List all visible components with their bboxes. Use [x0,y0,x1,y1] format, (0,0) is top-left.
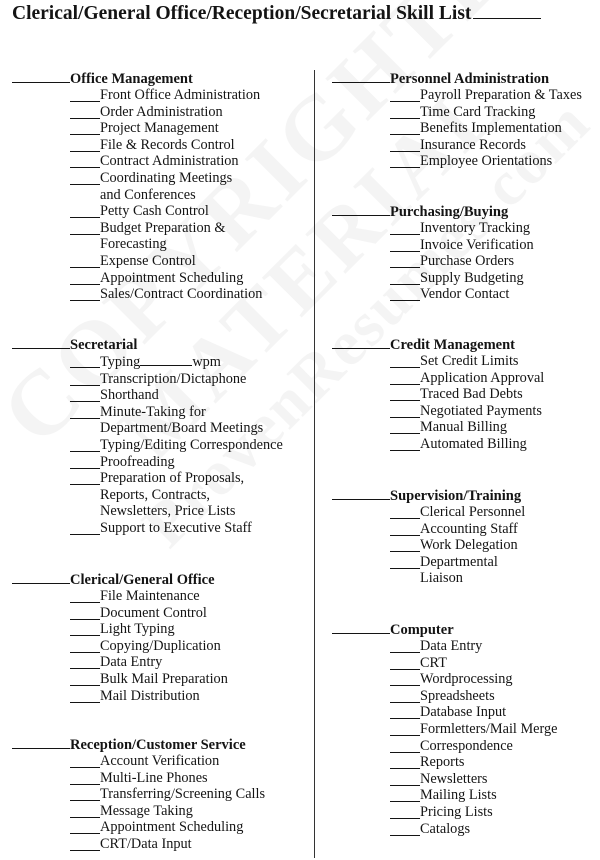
skill-item [332,671,558,688]
skill-label-text: Copying/Duplication [100,637,221,654]
skill-item [332,537,525,554]
skill-check-line[interactable] [70,654,100,669]
skill-check-line[interactable] [70,104,100,119]
skill-label-text: Payroll Preparation & Taxes [420,87,582,103]
skill-label-text: Budget Preparation & [100,219,226,236]
skill-item [332,253,534,270]
skill-label-text: Multi-Line Phones [100,769,208,786]
skill-item [12,87,262,104]
skill-label-text: Benefits Implementation [420,120,562,137]
skill-item [332,721,558,738]
skill-check-line[interactable] [70,605,100,620]
section-reception-customer-service [12,736,265,853]
wpm-blank-line[interactable] [140,353,192,366]
skill-label-text: CRT [420,654,447,671]
skill-label-text: Traced Bad Debts [420,386,523,403]
skill-item [12,621,228,638]
skill-item [332,655,558,672]
skill-label-text: Petty Cash Control [100,203,209,220]
skill-item [12,770,265,787]
skill-label-text: Mail Distribution [100,687,200,704]
skill-label-text: Spreadsheets [420,687,495,704]
skill-check-line[interactable] [390,137,420,152]
section-heading-text: Credit Management [390,337,515,353]
skill-check-line[interactable] [390,638,420,653]
page-title [12,3,600,25]
section-purchasing-buying [332,203,534,303]
skill-check-line[interactable] [70,387,100,402]
skill-check-line[interactable] [390,237,420,252]
skill-label-text: Catalogs [420,820,471,837]
skill-check-line[interactable] [390,554,420,569]
skill-label-continuation: Newsletters, Price Lists [100,503,236,520]
skill-check-line[interactable] [70,153,100,168]
skill-label-text: Clerical Personnel [420,504,526,520]
skill-label-text: Minute-Taking for [100,403,206,420]
skill-check-line[interactable] [390,688,420,703]
skill-item [332,153,582,170]
section-heading [332,336,544,353]
skill-check-line[interactable] [70,753,100,768]
skill-check-line[interactable] [390,419,420,434]
skill-item [12,371,283,388]
skill-item [12,203,262,220]
skill-check-line[interactable] [390,370,420,385]
section-credit-management [332,336,544,453]
skill-check-line[interactable] [390,537,420,552]
skill-label-text: File Maintenance [100,588,200,604]
skill-label-text: Light Typing [100,621,175,638]
skill-item [332,237,534,254]
skill-check-line[interactable] [390,721,420,736]
skill-label-text: Insurance Records [420,136,526,153]
skill-check-line[interactable] [390,87,420,102]
skill-check-line[interactable] [70,819,100,834]
section-secretarial [12,336,283,537]
skill-label-text: Contract Administration [100,153,239,170]
section-clerical-general-office [12,571,228,704]
skill-check-line[interactable] [70,270,100,285]
skill-label-text: Transcription/Dictaphone [100,370,247,387]
page-title-text: Clerical/General Office/Reception/Secretarial Skill List [12,3,472,24]
skill-label-text: Wordprocessing [420,671,513,688]
skill-label-text: Data Entry [100,654,163,671]
skill-check-line[interactable] [390,738,420,753]
skill-check-line[interactable] [70,588,100,603]
skill-check-line[interactable] [70,638,100,653]
skill-item [12,638,228,655]
skill-item [332,771,558,788]
skill-check-line[interactable] [70,688,100,703]
skill-item [332,104,582,121]
section-personnel-administration [332,70,582,170]
section-heading [12,70,262,87]
skill-check-line[interactable] [70,803,100,818]
skill-check-line[interactable] [70,454,100,469]
section-computer [332,621,558,837]
skill-item [12,819,265,836]
skill-item [332,754,558,771]
skill-item [332,370,544,387]
skill-label-text: Automated Billing [420,435,527,452]
section-office-management [12,70,262,303]
title-blank-line[interactable] [473,17,541,19]
skill-item [12,836,265,853]
skill-label-text: Shorthand [100,387,159,404]
skill-item [332,353,544,370]
skill-label-text: Formletters/Mail Merge [420,720,558,737]
skill-item [12,270,262,287]
skill-label-text: Newsletters [420,770,488,787]
skill-item [332,787,558,804]
skill-item [12,437,283,454]
skill-label-continuation: Department/Board Meetings [100,420,264,437]
skill-label-continuation: Reports, Contracts, [100,486,210,503]
section-heading-text: Purchasing/Buying [390,204,509,220]
section-heading [12,571,228,588]
skill-check-line[interactable] [70,170,100,185]
section-heading-text: Secretarial [70,337,138,353]
skill-item [332,504,525,521]
skill-label-text: Front Office Administration [100,87,261,103]
section-check-line[interactable] [12,571,70,584]
skill-item [12,153,262,170]
skill-label-text: Appointment Scheduling [100,269,244,286]
skill-label-text: Negotiated Payments [420,402,542,419]
skill-item [332,419,544,436]
section-supervision-training [332,487,525,587]
section-heading [12,736,265,753]
skill-label-text: Invoice Verification [420,236,534,253]
skill-check-line[interactable] [390,787,420,802]
skill-item [332,270,534,287]
skill-check-line[interactable] [390,704,420,719]
section-check-line[interactable] [332,70,390,83]
skill-label-text: Transferring/Screening Calls [100,786,266,803]
skill-check-line[interactable] [390,754,420,769]
skill-item [332,137,582,154]
skill-check-line[interactable] [390,804,420,819]
section-heading-text: Clerical/General Office [70,572,215,588]
skill-check-line[interactable] [390,104,420,119]
skill-label-text: Set Credit Limits [420,353,519,369]
skill-label-text: Purchase Orders [420,253,515,270]
skill-check-line[interactable] [390,771,420,786]
skill-item [332,286,534,303]
skill-label-text: File & Records Control [100,136,235,153]
skill-label-text: Accounting Staff [420,520,518,537]
skill-item [12,803,265,820]
section-heading [332,203,534,220]
skill-check-line[interactable] [390,436,420,451]
skill-item [332,738,558,755]
skill-check-line[interactable] [390,120,420,135]
skill-label-text: Typing [100,354,141,370]
skill-label-text: Document Control [100,604,207,621]
skill-item [332,120,582,137]
column-divider [314,70,315,858]
skill-item [12,387,283,404]
skill-label-text: Expense Control [100,252,196,269]
section-heading-text: Reception/Customer Service [70,737,246,753]
skill-item [12,253,262,270]
skill-check-line[interactable] [390,521,420,536]
skill-check-line[interactable] [390,671,420,686]
skill-label-text: Departmental [420,553,498,570]
skill-item [332,688,558,705]
skill-check-line[interactable] [70,404,100,419]
skill-suffix: wpm [192,354,221,370]
skill-item [12,688,228,705]
skill-label-text: Coordinating Meetings [100,169,233,186]
skill-check-line[interactable] [390,270,420,285]
skill-item [332,87,582,104]
skill-label-text: Application Approval [420,369,545,386]
skill-check-line[interactable] [70,353,100,368]
skill-check-line[interactable] [70,120,100,135]
skill-item [12,605,228,622]
skill-item [12,671,228,688]
skill-check-line[interactable] [390,655,420,670]
skill-label-text: Proofreading [100,453,175,470]
skill-item [12,753,265,770]
skill-label-text: Data Entry [420,638,483,654]
skill-item [12,137,262,154]
skill-label-text: Inventory Tracking [420,220,530,236]
skill-item [332,704,558,721]
skill-check-line[interactable] [70,220,100,235]
skill-check-line[interactable] [390,504,420,519]
skill-check-line[interactable] [70,770,100,785]
skill-check-line[interactable] [70,786,100,801]
skill-label-text: Time Card Tracking [420,103,536,120]
section-check-line[interactable] [332,487,390,500]
skill-item [332,821,558,838]
skill-item [12,170,262,203]
skill-check-line[interactable] [70,203,100,218]
skill-label-text: Account Verification [100,753,220,769]
skill-check-line[interactable] [390,821,420,836]
skill-label-text: Employee Orientations [420,153,553,170]
skill-label-text: Typing/Editing Correspondence [100,436,283,453]
skill-check-line[interactable] [70,437,100,452]
skill-item [332,386,544,403]
skill-check-line[interactable] [390,220,420,235]
skill-item [332,804,558,821]
skill-item [332,403,544,420]
skill-item [12,404,283,437]
skill-label-text: Database Input [420,704,507,721]
skill-label-text: Preparation of Proposals, [100,470,245,487]
skill-label-text: Supply Budgeting [420,269,524,286]
skill-item [12,120,262,137]
skill-label-text: Reports [420,754,465,771]
skill-label-text: Manual Billing [420,419,507,436]
skill-label-text: Appointment Scheduling [100,819,244,836]
skill-item [12,588,228,605]
skill-check-line[interactable] [70,671,100,686]
skill-label-continuation: Forecasting [100,236,167,253]
skill-check-line[interactable] [390,253,420,268]
section-check-line[interactable] [332,203,390,216]
skill-check-line[interactable] [70,836,100,851]
skill-label-text: CRT/Data Input [100,835,192,852]
skill-label-text: Order Administration [100,103,223,120]
skill-item [332,638,558,655]
skill-label-text: Mailing Lists [420,787,497,804]
skill-label-text: Pricing Lists [420,803,493,820]
skill-label-text: Message Taking [100,802,193,819]
skill-label-text: Project Management [100,120,219,137]
skill-item [12,220,262,253]
skill-label-text: Work Delegation [420,537,518,554]
skill-label-text: Sales/Contract Coordination [100,286,263,303]
section-heading [332,621,558,638]
skill-label-text: Vendor Contact [420,286,510,303]
skill-label-continuation: and Conferences [100,186,196,203]
section-heading [332,487,525,504]
section-heading [12,336,283,353]
section-heading [332,70,582,87]
section-heading-text: Personnel Administration [390,71,550,87]
skill-item [12,353,283,371]
skill-check-line[interactable] [390,286,420,301]
skill-label [70,437,283,454]
skill-label-text: Correspondence [420,737,513,754]
skill-check-line[interactable] [70,137,100,152]
skill-check-line[interactable] [390,353,420,368]
skill-check-line[interactable] [70,253,100,268]
skill-check-line[interactable] [390,403,420,418]
section-check-line[interactable] [12,70,70,83]
section-check-line[interactable] [332,336,390,349]
section-heading-text: Supervision/Training [390,488,522,504]
skill-item [12,104,262,121]
section-check-line[interactable] [332,621,390,634]
section-check-line[interactable] [12,336,70,349]
skill-item [12,454,283,471]
skill-item [332,436,544,453]
skill-check-line[interactable] [70,371,100,386]
skill-check-line[interactable] [70,470,100,485]
skill-item [12,286,262,303]
skill-label-continuation: Liaison [420,570,463,587]
skill-item [332,554,525,587]
section-heading-text: Office Management [70,71,193,87]
skill-item [12,470,283,520]
section-heading-text: Computer [390,622,454,638]
skill-label-text: Support to Executive Staff [100,519,252,536]
skill-check-line[interactable] [390,153,420,168]
skill-check-line[interactable] [390,386,420,401]
skill-item [12,654,228,671]
skill-check-line[interactable] [70,87,100,102]
skill-item [12,520,283,537]
section-check-line[interactable] [12,736,70,749]
skill-label-text: Bulk Mail Preparation [100,670,228,687]
skill-item [12,786,265,803]
skill-item [332,521,525,538]
skill-check-line[interactable] [70,621,100,636]
skill-item [332,220,534,237]
skill-check-line[interactable] [70,520,100,535]
skill-check-line[interactable] [70,286,100,301]
